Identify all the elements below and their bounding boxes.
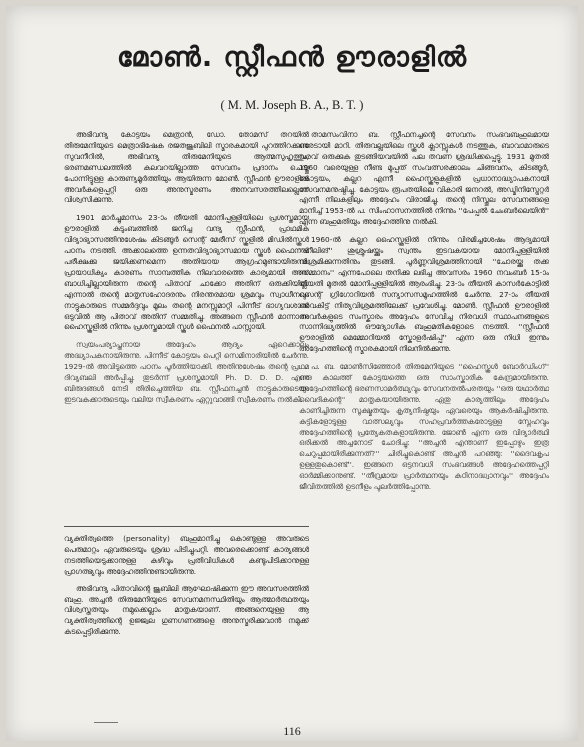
paragraph: പ. ബ. മോൺസിഞ്ഞോർ തിരുമേനിയുടെ ''ഹൈസ്കൂൾ ബോർഡിംഗ്'' ഒരു കാലത്ത് കോട്ടയത്തെ ഒരു സാംസ്കാരിക കേന്ദ്രമായിരുന്നു. അദ്ദേഹത്തിന്റെ ഭരണസാമർത്ഥ്യവും സേവനതൽപരതയും ''ഒരു യഥാർത്ഥ വൈദികന്റെ'' മാതൃകയായിരുന്നു. ഏതു കാര്യത്തിലും അദ്ദേഹം കാണിച്ചിരുന്ന സൂക്ഷ്മതയും കൃത്യനിഷ്ഠയും ഏവരെയും ആകർഷിച്ചിരുന്നു. കുട്ടികളോടുള്ള വാത്സല്യവും സഹപ്രവർത്തകരോടുള്ള സ്നേഹവും അദ്ദേഹത്തിന്റെ പ്രത്യേകതകളായിരുന്നു. ജോൺ എന്ന ഒരു വിദ്യാർത്ഥി ഒരിക്കൽ അച്ചനോട് ചോദിച്ചു: ''അച്ചൻ എന്താണ് ഇപ്പോഴും ഇത്ര ചെറുപ്പമായിരിക്കുന്നത്?'' ചിരിച്ചുകൊണ്ട് അച്ചൻ പറഞ്ഞു: ''ദൈവകൃപ ഉള്ളതുകൊണ്ട്''. ഇങ്ങനെ ഒട്ടനവധി സംഭവങ്ങൾ അദ്ദേഹത്തെപ്പറ്റി ഓർമ്മിക്കാനുണ്ട്. ''തീവ്രമായ പ്രാർത്ഥനയും കഠിനാദ്ധ്വാനവും'' അദ്ദേഹം ജീവിതത്തിൽ ഉടനീളം പുലർത്തിപ്പോന്നു.: [299, 362, 549, 492]
left-column-continuation: [64, 534, 309, 644]
paragraph: താമസംവിനാ ബ. സ്റ്റീഫനച്ചന്റെ സേവനം സംഭവബഹുലമായ ഒരേടായി മാറി. തിരുവല്ലയിലെ സ്കൂൾ ക്ലാസ്സുകൾ നടത്തുക, ബാവാമാരുടെ വരവ് ഒരുക്കുക തുടങ്ങിയവയിൽ പല തവണ ശ്രദ്ധിക്കപ്പെട്ടു. 1931 മുതൽ 1960 വരെയുള്ള നീണ്ട മുപ്പത് സംവത്സരക്കാലം ചിങ്ങവനം, കിടങ്ങൂർ, കോട്ടയം, കല്ലറ എന്നീ ഹൈസ്കൂളുകളിൽ പ്രധാനാദ്ധ്യാപകനായി സേവനമനുഷ്ഠിച്ചു. കോട്ടയം രൂപതയിലെ വികാരി ജനറൽ, അഡ്മിനിസ്ട്രേറ്റർ എന്നീ നിലകളിലും അദ്ദേഹം വിരാജിച്ചു. തന്റെ നിസ്തുല സേവനങ്ങളെ മാനിച്ച് 1953-ൽ പ. സിംഹാസനത്തിൽ നിന്നും ''പേപ്പൽ ചേംബർലെയിൻ'' എന്ന ബഹുമതിയും അദ്ദേഹത്തിനു നൽകി.: [299, 130, 549, 227]
article-title: മോൺ. സ്റ്റീഫൻ ഊരാളിൽ: [116, 42, 468, 73]
paragraph: വ്യക്തിത്വത്തെ (personality) ബഹുമാനിച്ചു കൊണ്ടുള്ള അവരുടെ പെരുമാറ്റം ഏവരുടെയും ശ്രദ്ധ പിടിച്ചുപറ്റി. അവരെക്കൊണ്ട് കാര്യങ്ങൾ നടത്തിയെടുക്കാനുള്ള കഴിവും പ്രതിവിധികൾ കണ്ടുപിടിക്കാനുള്ള പ്രാഗത്ഭ്യവും അദ്ദേഹത്തിനുണ്ടായിരുന്നു.: [64, 534, 309, 576]
document-page: [6, 6, 578, 741]
page-number: 116: [283, 724, 301, 738]
paragraph: അഭിവന്ദ്യ കോട്ടയം മെത്രാൻ, ഡോ. തോമസ് തറയിൽ തിരുമേനിയുടെ മെത്രാഭിഷേക രജതജൂബിലി സ്മാരകമായി പുറത്തിറക്കുന്ന സുവനീറിൽ, അഭിവന്ദ്യ തിരുമേനിയുടെ ആത്മസുഹൃത്തും, ഭരണമണ്ഡലത്തിൽ കലവറയില്ലാത്ത സേവനം പ്രദാനം ചെയ്തു പോന്നിട്ടുള്ള കാരുണ്യമൂർത്തിയും ആയിരുന്ന മോൺ. സ്റ്റീഫൻ ഊരാളിൽ അവർകളെപ്പറ്റി ഒരു അനുസ്മരണം അനവസരത്തിലല്ലെന്ന് വിശ്വസിക്കുന്നു.: [64, 130, 309, 205]
left-column: [64, 130, 309, 413]
column-divider-rule: [64, 526, 309, 527]
paragraph: 1960-ൽ കല്ലറ ഹൈസ്കൂളിൽ നിന്നും വിരമിച്ചശേഷം ആദ്യമായി ''ഹീലിങ്'' ശുശ്രൂഷയ്ക്കും സ്വന്തം ഇടവകയായ മോനിപ്പള്ളിയിൽ വിശ്രമിക്കുന്നതിനും തുടങ്ങി. പൂർണ്ണവിശ്രമത്തിനായി ''ചോരയ്ക്കു തക്ക സമ്മാനം'' എന്നപോലെ തനിക്കു ലഭിച്ച അവസരം 1960 നവംബർ 15-ാം തീയതി മുതൽ മോനിപ്പള്ളിയിൽ ആരംഭിച്ചു. 23-ാം തീയതി കാസർകോട്ടിൽ സെന്റ് ഗ്രിഗോറിയൻ സന്യാസസമൂഹത്തിൽ ചേർന്നു. 27-ാം തീയതി വൈകിട്ട് നിത്യവിശ്രമത്തിലേക്ക് പ്രവേശിച്ചു. മോൺ. സ്റ്റീഫൻ ഊരാളിൽ അവർകളുടെ സംസ്കാരം അദ്ദേഹം സേവിച്ച നിരവധി സ്ഥാപനങ്ങളുടെ സാന്നിദ്ധ്യത്തിൽ ഔദ്യോഗിക ബഹുമതികളോടെ നടത്തി. ''സ്റ്റീഫൻ ഊരാളിൽ മെമ്മോറിയൽ സ്കോളർഷിപ്പ്'' എന്ന ഒരു നിധി ഇന്നും അദ്ദേഹത്തിന്റെ സ്മാരകമായി നിലനിൽക്കുന്നു.: [299, 235, 549, 354]
paragraph: 1901 മാർച്ചുമാസം 23-ാം തീയതി മോനിപ്പള്ളിയിലെ പ്രശസ്തമായ ഊരാളിൽ കുടുംബത്തിൽ ജനിച്ച വന്ദ്യ സ്റ്റീഫൻ, പ്രാഥമിക വിദ്യാഭ്യാസത്തിനുശേഷം കിടങ്ങൂർ സെന്റ് മേരീസ് സ്കൂളിൽ മിഡിൽസ്കൂൾ പഠനം നടത്തി. അക്കാലത്തെ ഉന്നതവിദ്യാഭ്യാസമായ സ്കൂൾ ഫൈനൽ പരീക്ഷക്കു ജയിക്കണമെന്ന അതിയായ ആഗ്രഹമുണ്ടായിരുന്നു. പ്രായാധിക്യം കാരണം സാമ്പത്തിക നിലവാരത്തെ കാര്യമായി അത് ബാധിച്ചില്ലായിരുന്ന തന്റെ പിതാവ് ചാക്കോ അതിന് ഒരുക്കിയില്ല. എന്നാൽ തന്റെ മാതൃസഹോദരനും നിരന്തരമായ ശ്രമവും സ്വാധീനവും നാട്ടുകാരുടെ സമ്മർദ്ദവും മൂലം തന്റെ മനസ്സുമാറ്റി പിന്നീട് ഭാഗ്യവശാൽ ഒടുവിൽ ആ പിതാവ് അതിന് സമ്മതിച്ചു. അങ്ങനെ സ്റ്റീഫൻ മാന്നാനം ഹൈസ്കൂളിൽ നിന്നും പ്രശസ്തമായി സ്കൂൾ ഫൈനൽ പാസ്സായി.: [64, 213, 309, 332]
right-column: [299, 130, 549, 500]
paragraph: സ്വയംപര്യാപ്തനായ അദ്ദേഹം ആദ്യം ഏറെക്കാലം അദ്ധ്യാപകനായിരുന്നു. പിന്നീട് കോട്ടയം പെറ്റി സെമിനാരിയിൽ ചേർന്നു. 1929-ൽ അവിടുത്തെ പഠനം പൂർത്തിയാക്കി. അതിനുശേഷം തന്റെ പ്രഥമ ദിവ്യബലി അർപ്പിച്ചു. തുടർന്ന് പ്രശസ്തമായി Ph. D. D. D. എന്ന ബിരുദങ്ങൾ നേടി തിരിച്ചെത്തിയ ബ. സ്റ്റീഫനച്ചൻ നാട്ടുകാരുടെയും ഇടവകക്കാരുടെയും വലിയ സ്വീകരണം ഏറ്റുവാങ്ങി സ്വീകരണം നൽകി.: [64, 340, 309, 404]
author-byline: ( M. M. Joseph B. A., B. T. ): [220, 98, 364, 112]
section-end-divider: [94, 722, 118, 723]
paragraph: അഭിവന്ദ്യ പിതാവിന്റെ ജൂബിലി ആഘോഷിക്കുന്ന ഈ അവസരത്തിൽ ബഹു. അച്ചൻ തിരുമേനിയുടെ സേവനമനസ്ഥിതിയും ആത്മാർത്ഥതയും വിശ്വസ്തതയും നമുക്കെല്ലാം മാതൃകയാണ്. അങ്ങനെയുള്ള ആ വ്യക്തിത്വത്തിന്റെ ഉജ്ജ്വല ഗുണഗണങ്ങളെ അനുസ്മരിക്കുവാൻ നമുക്ക് കടപ്പെട്ടിരിക്കുന്നു.: [64, 583, 309, 637]
